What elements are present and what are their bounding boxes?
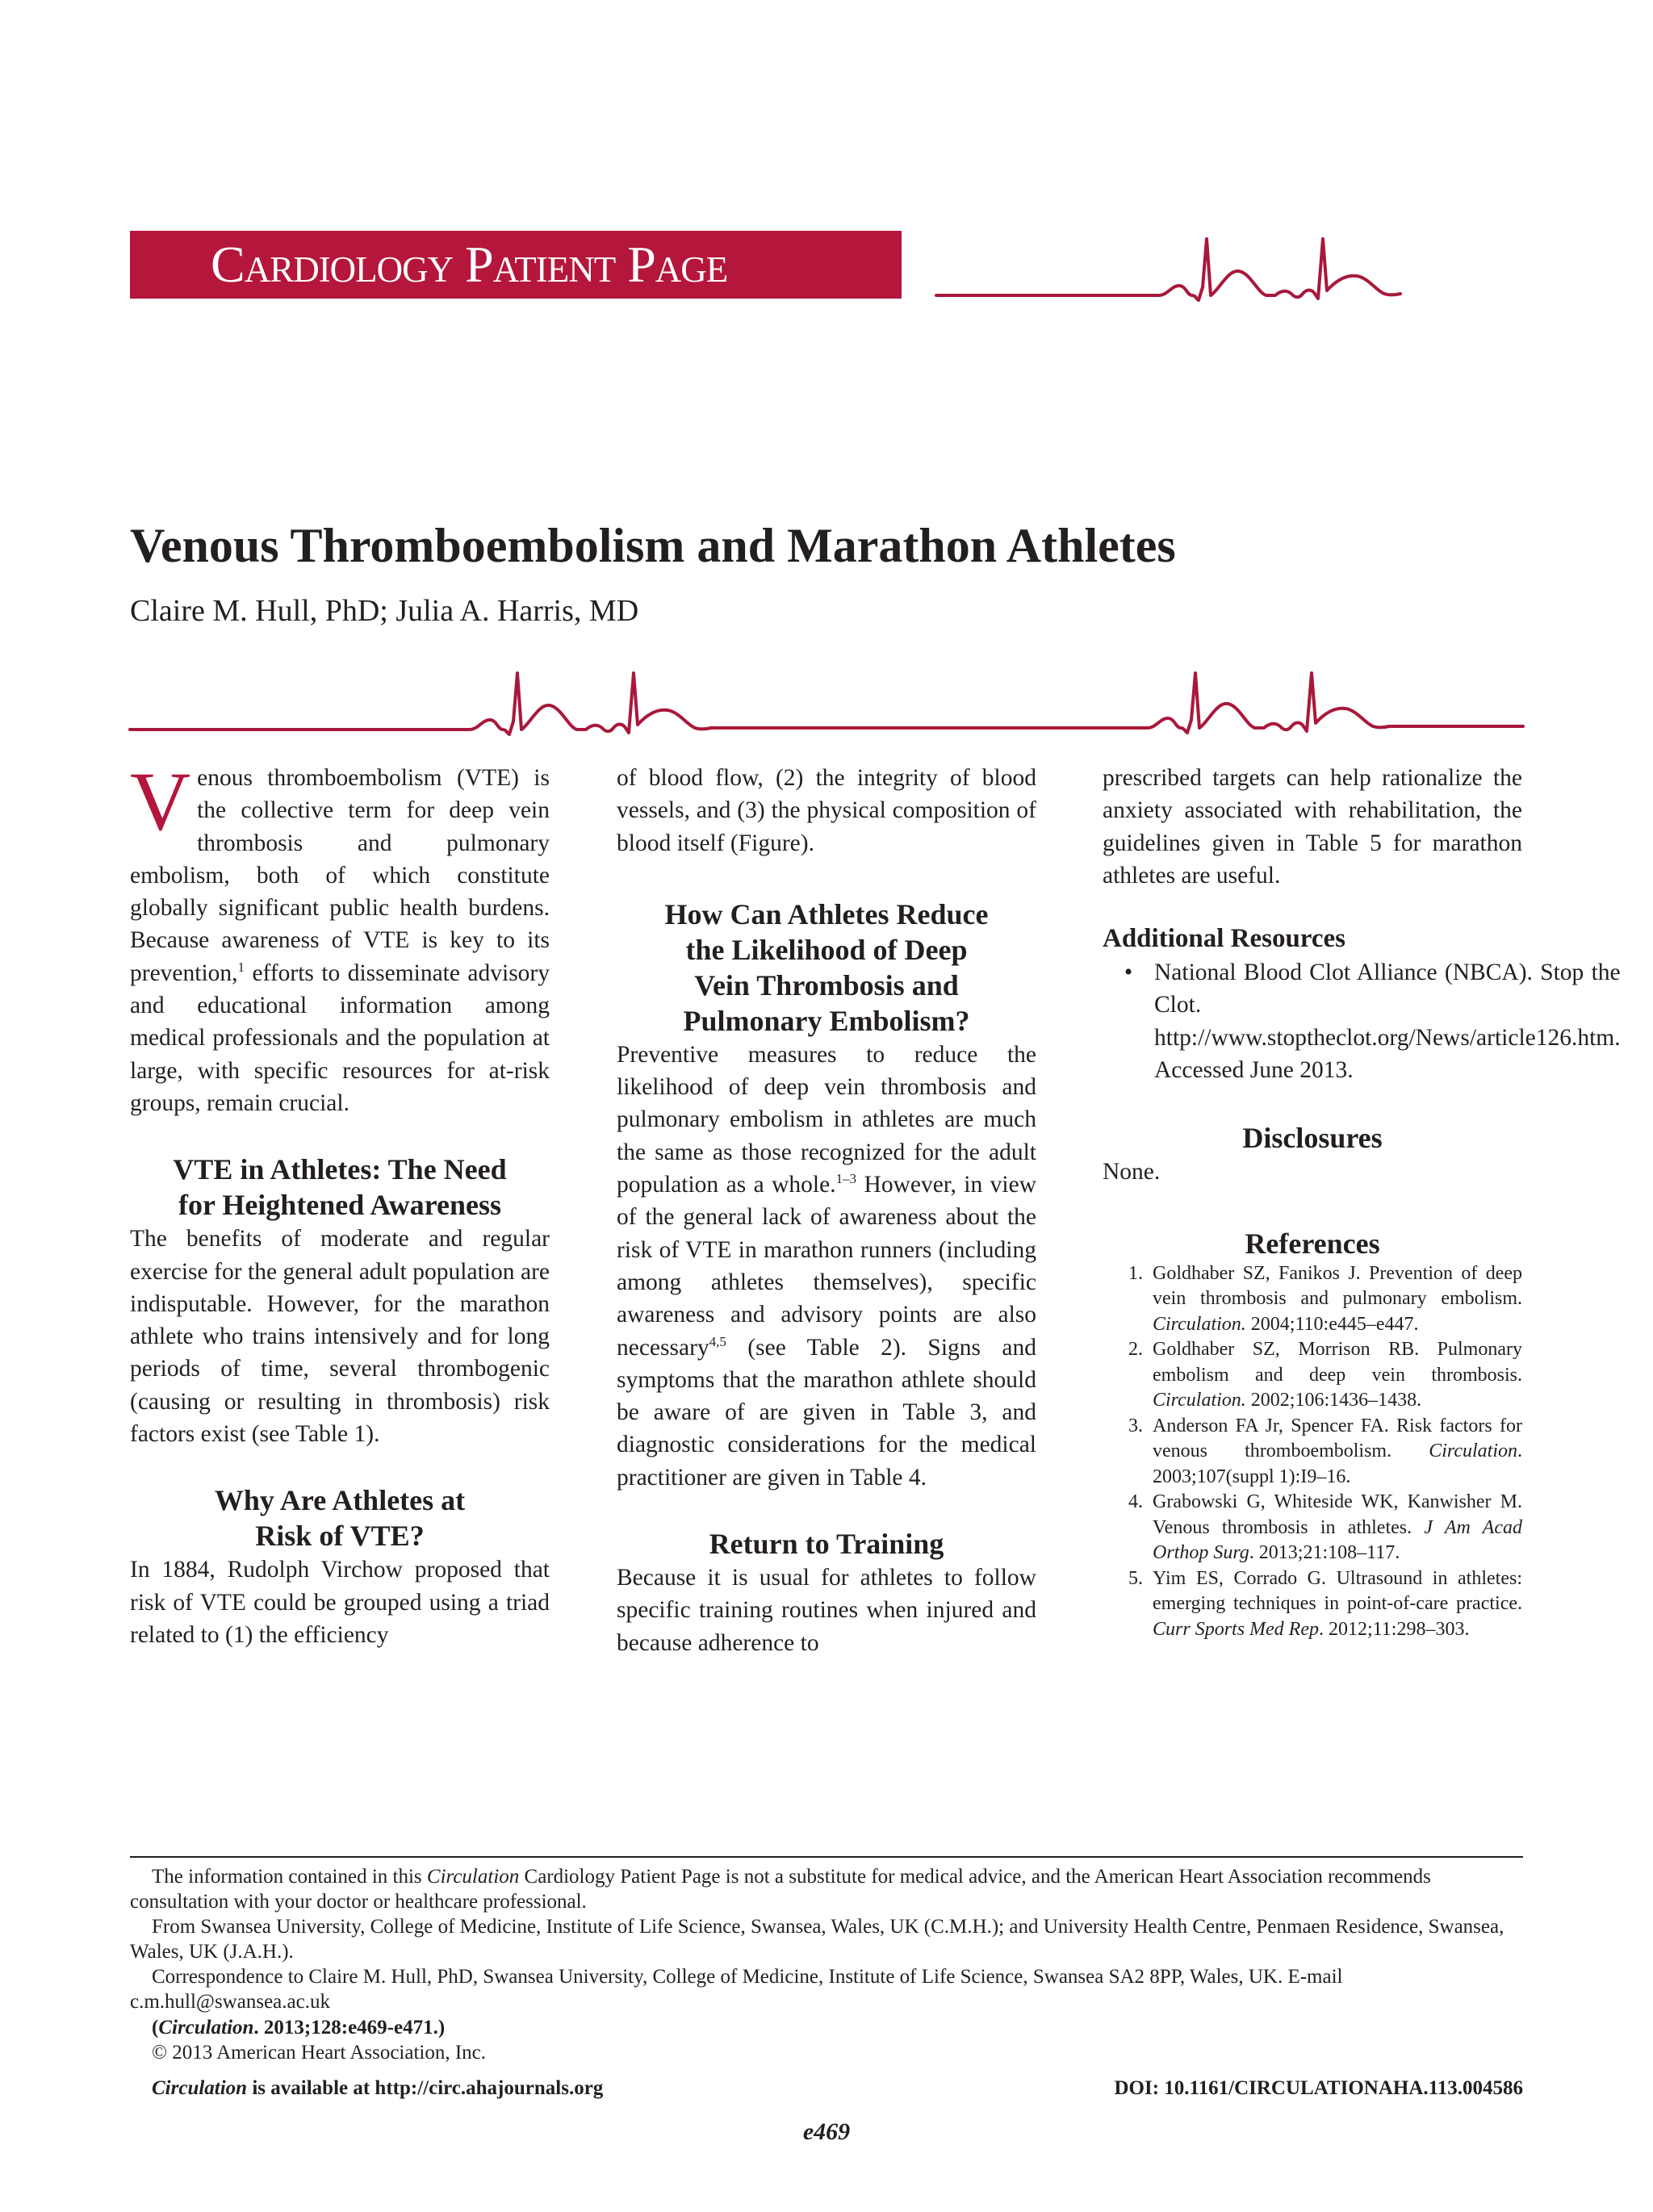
column-2 — [617, 762, 1036, 1659]
ecg-trace-divider-right — [711, 673, 1523, 733]
footer-citation: (Circulation. 2013;128:e469-e471.) — [152, 2017, 446, 2038]
reference-list — [1103, 1261, 1522, 1643]
reference-item — [1103, 1261, 1522, 1338]
reference-number: 2. — [1128, 1339, 1143, 1361]
disclosures-text: None. — [1103, 1159, 1161, 1185]
reduce-text-a: Preventive measures to reduce the likelihood of deep vein thrombosis and pulmonary embolism in athletes are much the same as those recognized for the adult population as a whole. — [617, 1041, 1036, 1198]
ecg-trace-divider-left — [130, 673, 711, 734]
drop-cap: V — [130, 755, 191, 848]
heading-need-line-1: VTE in Athletes: The Need — [173, 1153, 507, 1186]
reference-item — [1103, 1490, 1522, 1566]
journal-availability: Circulation is available at http://circ.ahajournals.org — [152, 2077, 604, 2099]
reduce-text-b: However, in view of the general lack of awareness about the risk of VTE in marathon runners (including among athletes themselves), specific awareness and advisory points are also necessary — [617, 1172, 1036, 1361]
continued-paragraph: prescribed targets can help rationalize the anxiety associated with rehabilitation, the guidelines given in Table 5 for marathon athletes are useful. — [1103, 765, 1522, 889]
heading-need-line-2: for Heightened Awareness — [178, 1189, 501, 1222]
intro-text-a: enous thromboembolism (VTE) is the collective term for deep vein thrombosis and pulmonary embolism, both of which constitute globally significant public health burdens. Because awareness of VTE is key to its prevention, — [130, 765, 550, 986]
heading-reduce — [617, 897, 1036, 1039]
heading-reduce-line-1: How Can Athletes Reduce — [664, 897, 989, 930]
doi: DOI: 10.1161/CIRCULATIONAHA.113.004586 — [1114, 2077, 1523, 2099]
banner-title: Cardiology Patient Page — [211, 236, 728, 293]
footer-correspondence: Correspondence to Claire M. Hull, PhD, Swansea University, College of Medicine, Institute of Life Science, Swansea SA2 8PP, Wales, UK. E-mail c.m.hull@swansea.ac.uk — [130, 1966, 1343, 2013]
citation-ref: 1 — [237, 959, 245, 975]
footer-copyright: © 2013 American Heart Association, Inc. — [152, 2042, 487, 2064]
reference-number: 3. — [1128, 1415, 1143, 1436]
heading-why — [130, 1482, 550, 1553]
need-paragraph: The benefits of moderate and regular exercise for the general adult population are indisputable. However, for the marathon athlete who trains intensively and for long periods of time, several thrombogenic (causing or resulting in thrombosis) risk factors exist (see Table 1). — [130, 1226, 550, 1448]
heading-return: Return to Training — [709, 1528, 944, 1561]
ecg-line-top — [932, 226, 1530, 307]
reference-item — [1103, 1566, 1522, 1643]
reference-text: Yim ES, Corrado G. Ultrasound in athletes: emerging techniques in point-of-care practice. Curr Sports Med Rep. 2012;11:298–303. — [1153, 1567, 1522, 1640]
intro-paragraph — [130, 755, 550, 1119]
return-paragraph: Because it is usual for athletes to follow specific training routines when injured and because adherence to — [617, 1565, 1036, 1656]
column-3 — [1103, 762, 1621, 1642]
continued-paragraph: of blood flow, (2) the integrity of blood vessels, and (3) the physical composition of blood itself (Figure). — [617, 765, 1036, 856]
reduce-text-c: (see Table 2). Signs and symptoms that the marathon athlete should be aware of are given in Table 3, and diagnostic considerations for the medical practitioner are given in Table 4. — [617, 1334, 1036, 1491]
article-title: Venous Thromboembolism and Marathon Athletes — [130, 519, 1176, 572]
ecg-trace-top — [936, 239, 1400, 300]
citation-ref: 1–3 — [835, 1171, 857, 1187]
heading-reduce-line-2: the Likelihood of Deep — [685, 933, 968, 966]
heading-why-line-1: Why Are Athletes at — [214, 1484, 466, 1517]
reference-text: Grabowski G, Whiteside WK, Kanwisher M. Venous thrombosis in athletes. J Am Acad Orthop Surg. 2013;21:108–117. — [1153, 1491, 1522, 1564]
intro-text-b: efforts to disseminate advisory and educational information among medical professionals and the population at large, with specific resources for at-risk groups, remain crucial. — [130, 960, 550, 1116]
heading-resources: Additional Resources — [1103, 924, 1345, 954]
column-1 — [130, 755, 550, 1651]
footer-disclaimer: The information contained in this Circulation Cardiology Patient Page is not a substitute for medical advice, and the American Heart Association recommends consultation with your doctor or healthcare professional. — [130, 1866, 1431, 1913]
reference-item — [1103, 1414, 1522, 1491]
bullet-icon: • — [1124, 960, 1133, 986]
footer-affiliation: From Swansea University, College of Medicine, Institute of Life Science, Swansea, Wales, UK (C.M.H.); and University Health Centre, Penmaen Residence, Swansea, Wales, UK (J.A.H.). — [130, 1916, 1504, 1963]
reference-text: Anderson FA Jr, Spencer FA. Risk factors for venous thromboembolism. Circulation. 2003;107(suppl 1):I9–16. — [1153, 1415, 1522, 1487]
heading-why-line-2: Risk of VTE? — [255, 1520, 425, 1553]
reference-number: 5. — [1128, 1567, 1143, 1589]
heading-references: References — [1245, 1227, 1380, 1260]
reference-item — [1103, 1337, 1522, 1414]
reference-number: 1. — [1128, 1262, 1143, 1284]
reference-text: Goldhaber SZ, Fanikos J. Prevention of deep vein thrombosis and pulmonary embolism. Circulation. 2004;110:e445–e447. — [1153, 1262, 1522, 1335]
heading-reduce-line-3: Vein Thrombosis and — [694, 968, 959, 1001]
ecg-divider — [130, 662, 1526, 742]
section-banner — [130, 231, 902, 299]
heading-disclosures: Disclosures — [1242, 1122, 1383, 1155]
page-number: e469 — [802, 2118, 851, 2145]
why-paragraph: In 1884, Rudolph Virchow proposed that risk of VTE could be grouped using a triad related to (1) the efficiency — [130, 1557, 550, 1648]
resource-link-text[interactable]: National Blood Clot Alliance (NBCA). Stop the Clot. http://www.stoptheclot.org/News/article126.htm. Accessed June 2013. — [1154, 960, 1621, 1084]
heading-need — [130, 1152, 550, 1223]
article-authors: Claire M. Hull, PhD; Julia A. Harris, MD — [130, 594, 639, 628]
resource-list-item — [1103, 956, 1621, 1086]
reduce-paragraph — [617, 1039, 1036, 1494]
reference-number: 4. — [1128, 1491, 1143, 1513]
footer-rule — [130, 1856, 1523, 1858]
citation-ref: 4,5 — [709, 1333, 726, 1349]
heading-reduce-line-4: Pulmonary Embolism? — [683, 1004, 970, 1037]
reference-text: Goldhaber SZ, Morrison RB. Pulmonary embolism and deep vein thrombosis. Circulation. 2002;106:1436–1438. — [1153, 1339, 1522, 1411]
